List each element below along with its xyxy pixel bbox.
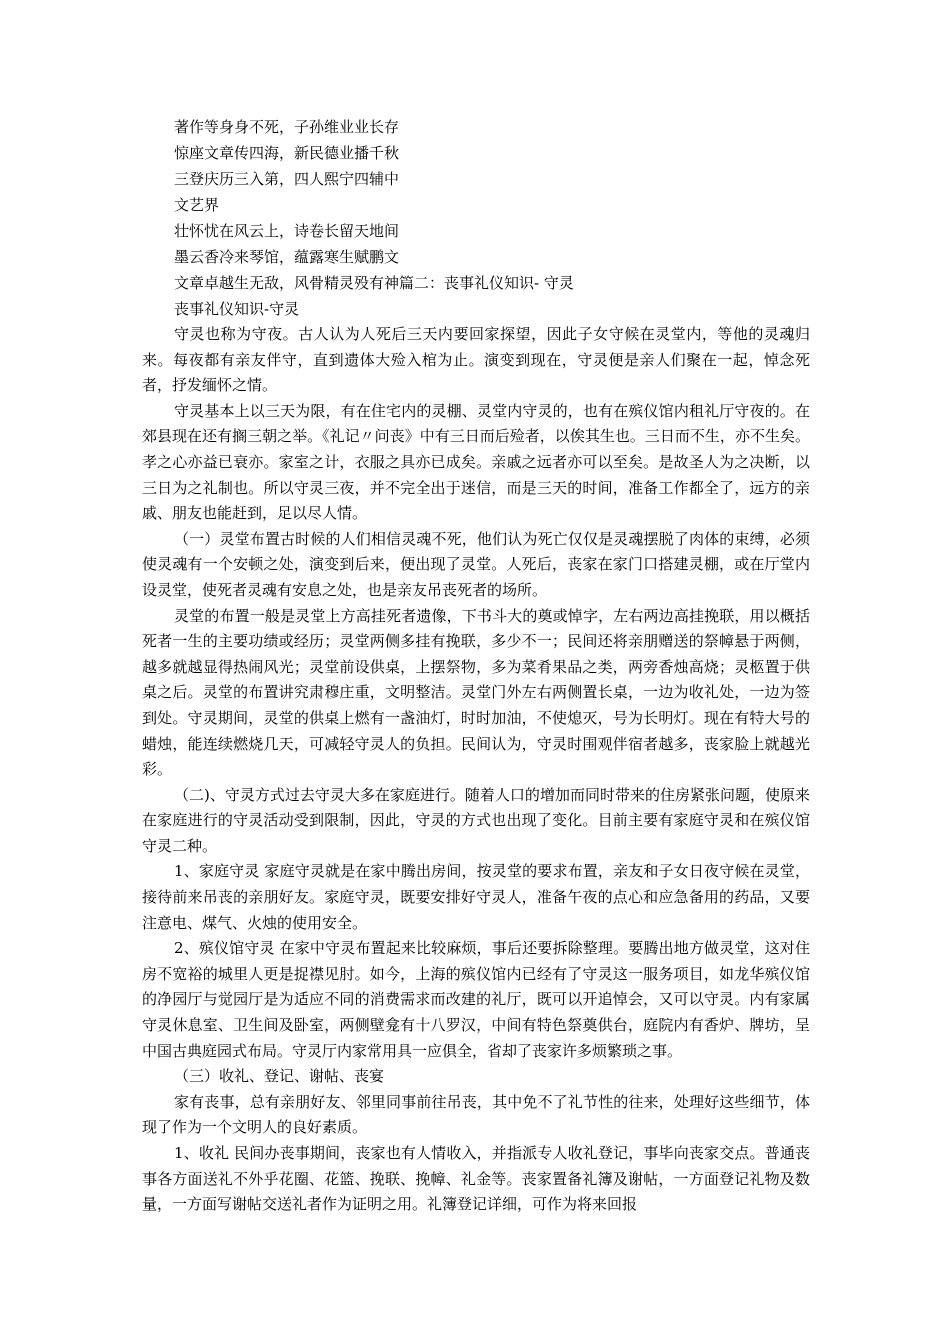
couplet-line: 文章卓越生无敌，风骨精灵殁有神篇二：丧事礼仪知识- 守灵 [174,274,574,292]
paragraph: 1、收礼 民间办丧事期间，丧家也有人情收入，并指派专人收礼登记，事毕向丧家交点。普通丧事各方面送礼不外乎花圈、花篮、挽联、挽幛、礼金等。丧家置备礼簿及谢帖，一方面登记礼物及数量，一方面写谢帖交送礼者作为证明之用。礼簿登记详细，可作为将来回报 [142,1144,810,1214]
paragraph: 1、家庭守灵 家庭守灵就是在家中腾出房间，按灵堂的要求布置，亲友和子女日夜守候在灵堂，接待前来吊丧的亲朋好友。家庭守灵，既要安排好守灵人，准备午夜的点心和应急备用的药品，又要注意电、煤气、火烛的使用安全。 [142,862,810,932]
couplet-line: 壮怀忧在风云上，诗卷长留天地间 [174,222,400,240]
document-body [142,114,810,1218]
paragraph: （二)、守灵方式过去守灵大多在家庭进行。随着人口的增加而同时带来的住房紧张问题，使原来在家庭进行的守灵活动受到限制，因此，守灵的方式也出现了变化。目前主要有家庭守灵和在殡仪馆守灵二种。 [142,785,810,855]
paragraph: （一）灵堂布置古时候的人们相信灵魂不死，他们认为死亡仅仅是灵魂摆脱了肉体的束缚，必须使灵魂有一个安顿之处，演变到后来，便出现了灵堂。人死后，丧家在家门口搭建灵棚，或在厅堂内设灵堂，使死者灵魂有安息之处，也是亲友吊丧死者的场所。 [142,529,810,599]
paragraph: 守灵也称为守夜。古人认为人死后三天内要回家探望，因此子女守候在灵堂内，等他的灵魂归来。每夜都有亲友伴守，直到遗体大殓入棺为止。演变到现在，守灵便是亲人们聚在一起，悼念死者，抒发缅怀之情。 [142,325,810,395]
couplet-line: 三登庆历三入第，四人熙宁四辅中 [174,170,400,188]
paragraph: 灵堂的布置一般是灵堂上方高挂死者遗像，下书斗大的奠或悼字，左右两边高挂挽联，用以概括死者一生的主要功绩或经历；灵堂两侧多挂有挽联，多少不一；民间还将亲朋赠送的祭幛悬于两侧，越多就越显得热闹风光；灵堂前设供桌，上摆祭物，多为菜肴果品之类，两旁香烛高烧；灵柩置于供桌之后。灵堂的布置讲究肃穆庄重，文明整洁。灵堂门外左右两侧置长桌，一边为收礼处，一边为签到处。守灵期间，灵堂的供桌上燃有一盏油灯，时时加油，不使熄灭，号为长明灯。现在有特大号的蜡烛，能连续燃烧几天，可减轻守灵人的负担。民间认为，守灵时围观伴宿者越多，丧家脸上就越光彩。 [142,606,810,779]
paragraph: 家有丧事，总有亲朋好友、邻里同事前往吊丧，其中免不了礼节性的往来，处理好这些细节，体现了作为一个文明人的良好素质。 [142,1092,810,1137]
paragraph: 2、殡仪馆守灵 在家中守灵布置起来比较麻烦，事后还要拆除整理。要腾出地方做灵堂，这对住房不宽裕的城里人更是捉襟见肘。如今，上海的殡仪馆内已经有了守灵这一服务项目，如龙华殡仪馆的净园厅与觉园厅是为适应不同的消费需求而改建的礼厅，既可以开追悼会，又可以守灵。内有家属守灵休息室、卫生间及卧室，两侧壁龛有十八罗汉，中间有特色祭奠供台，庭院内有香炉、牌坊，呈中国古典庭园式布局。守灵厅内家常用具一应俱全，省却了丧家许多烦繁琐之事。 [142,939,810,1060]
article-title: 丧事礼仪知识-守灵 [174,300,300,318]
section-label: 文艺界 [174,196,220,214]
couplet-line: 惊座文章传四海，新民德业播千秋 [174,144,400,162]
section-heading: （三）收礼、登记、谢帖、丧宴 [174,1067,385,1086]
paragraph: 守灵基本上以三天为限，有在住宅内的灵棚、灵堂内守灵的，也有在殡仪馆内租礼厅守夜的。在郊县现在还有搁三朝之举。《礼记〃问丧》中有三日而后殓者，以俟其生也。三日而不生，亦不生矣。孝之心亦益已衰亦。家室之计，衣服之具亦已成矣。亲戚之远者亦可以至矣。是故圣人为之决断，以三日为之礼制也。所以守灵三夜，并不完全出于迷信，而是三天的时间，准备工作都全了，远方的亲戚、朋友也能赶到，足以尽人情。 [142,401,810,523]
couplet-line: 墨云香冷来琴馆，蕴露寒生赋鹏文 [174,248,400,266]
couplet-line: 著作等身身不死，子孙维业业长存 [174,118,400,136]
